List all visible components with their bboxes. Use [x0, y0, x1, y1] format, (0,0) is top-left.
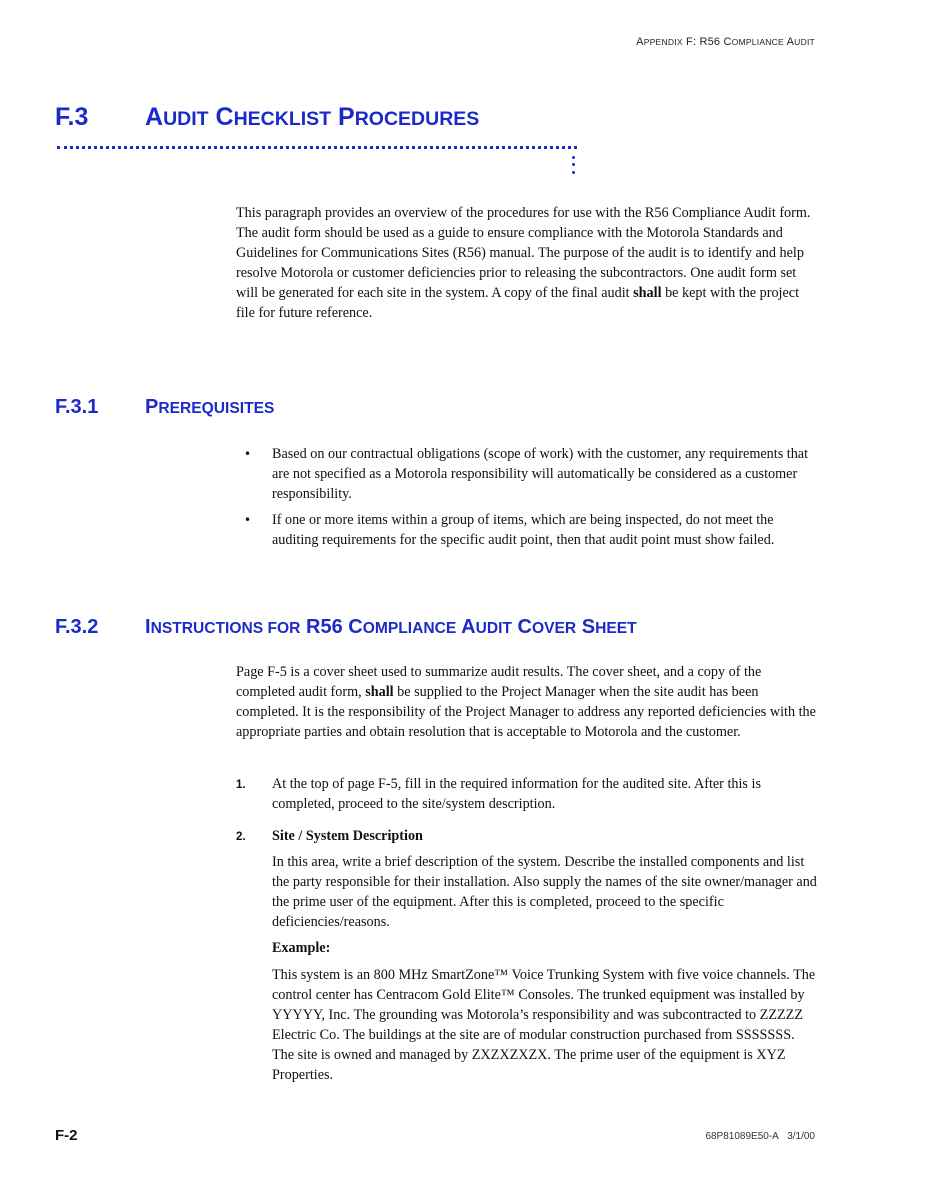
prerequisites-list [236, 444, 816, 556]
section-number: F.3 [55, 103, 89, 131]
step-title: Site / System Description [272, 828, 423, 844]
section-heading-f3 [55, 103, 755, 135]
dotted-rule [57, 136, 577, 149]
step-number: 1. [236, 779, 246, 791]
step-description: In this area, write a brief description of the system. Describe the installed components and list the party responsible for their installation. Also supply the names of the site owner/manager and the prime user of the equipment. After this is completed, proceed to the specific deficiencies/reasons. [272, 854, 817, 930]
page-number: F-2 [55, 1127, 78, 1144]
running-head: APPENDIX F: R56 COMPLIANCE AUDIT [636, 36, 815, 48]
section-number: F.3.2 [55, 616, 99, 638]
example-text: This system is an 800 MHz SmartZone™ Voice Trunking System with five voice channels. The control center has Centracom Gold Elite™ Consoles. The trunked equipment was installed by YYYYY, Inc. The grounding was Motorola’s responsibility and was subcontracted to ZZZZZ Electric Co. The buildings at the site are of modular construction purchased from SSSSSSS. The site is owned and managed by ZXZXZXZX. The prime user of the equipment is XYZ Properties. [272, 967, 816, 1083]
section-title: INSTRUCTIONS FOR R56 COMPLIANCE AUDIT COVER SHEET [145, 616, 637, 638]
list-item: • Based on our contractual obligations (scope of work) with the customer, any requirements that are not specified as a Motorola responsibility will automatically be considered as a customer responsibility. [244, 446, 809, 502]
section-heading-f32 [55, 616, 855, 642]
section-heading-f31 [55, 396, 855, 422]
bullet-icon: • [244, 513, 252, 527]
step-number: 2. [236, 831, 246, 843]
section-intro-paragraph: Page F-5 is a cover sheet used to summarize audit results. The cover sheet, and a copy of the completed audit form, shall be supplied to the Project Manager when the site audit has been completed. It is the responsibility of the Project Manager to address any reported deficiencies with the appropriate parties and obtain resolution that is acceptable to Motorola and the customer. [236, 664, 816, 740]
list-item: • If one or more items within a group of items, which are being inspected, do not meet the auditing requirements for the specific audit point, then that audit point must show failed. [244, 512, 775, 548]
section-number: F.3.1 [55, 396, 99, 418]
example-label: Example: [272, 940, 331, 956]
document-id: 68P81089E50-A 3/1/00 [705, 1131, 815, 1142]
dotted-rule-dot [572, 171, 575, 174]
section-intro-paragraph: This paragraph provides an overview of the procedures for use with the R56 Compliance Audit form. The audit form should be used as a guide to ensure compliance with the Motorola Standards and Guidelines for Communications Sites (R56) manual. The purpose of the audit is to identify and help resolve Motorola or customer deficiencies prior to releasing the subcontractors. One audit form set will be generated for each site in the system. A copy of the final audit shall be kept with the project file for future reference. [236, 205, 811, 321]
dotted-rule-dot [572, 156, 575, 159]
bullet-icon: • [244, 447, 252, 461]
step-item [236, 826, 816, 846]
step-text: At the top of page F-5, fill in the required information for the audited site. After this is completed, proceed to the site/system description. [272, 776, 761, 812]
section-title: AUDIT CHECKLIST PROCEDURES [145, 103, 480, 131]
step-item [236, 774, 816, 814]
dotted-rule-dot [572, 163, 575, 166]
section-title: PREREQUISITES [145, 396, 275, 418]
